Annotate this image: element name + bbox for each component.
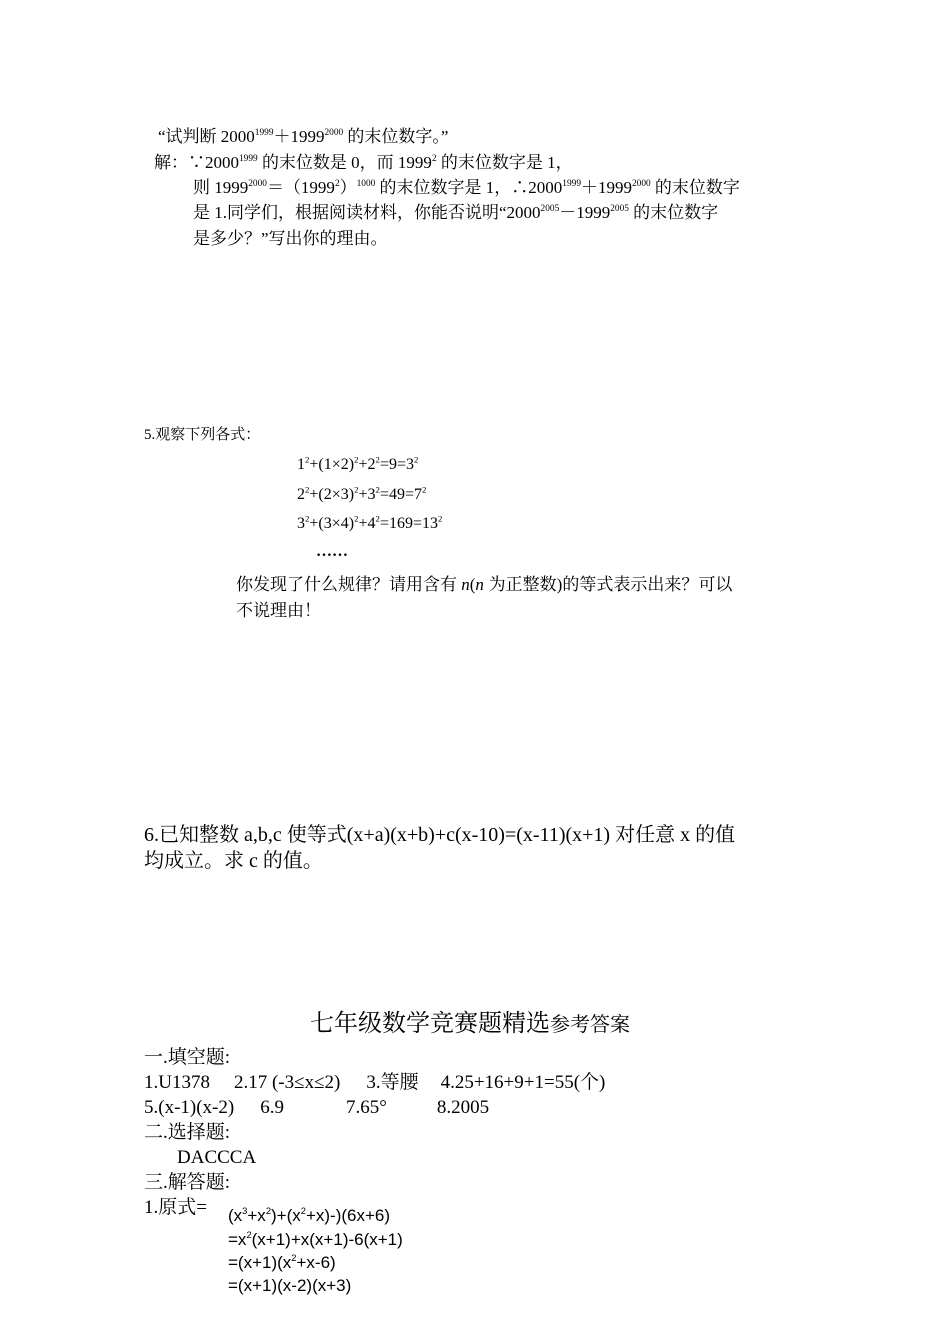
solution-step-4: =(x+1)(x-2)(x+3) <box>228 1276 352 1295</box>
q5-equation-3: $3^2+(3\times 4)^2+4^2=169=13^2$ <box>297 513 443 532</box>
q4-line-4: 是 1.同学们，根据阅读材料，你能否说明“$2000^{2005}-1999^{2005}$ 的末位数字 <box>193 203 719 222</box>
choice-heading: 二.选择题: <box>144 1122 231 1143</box>
q4-line-5: 是多少？”写出你的理由。 <box>193 229 388 248</box>
solution-step-2: $=x^2(x+1)+x(x+1)-6(x+1)$ <box>228 1230 403 1249</box>
answers-title: 七年级数学竞赛题精选参考答案 <box>310 1011 630 1037</box>
fill-blank-answers-1: 1.U1378 2.17 (-3≤x≤2) 3.等腰 4.25+16+9+1=55(个) <box>144 1072 606 1093</box>
q6-line-2: 均成立。求 c 的值。 <box>144 850 323 872</box>
q4-line-3: 则 $1999^{2000}=(1999^2)^{1000}$ 的末位数字是 1，$\therefore 2000^{1999}+1999^{2000}$ 的末位数字 <box>193 178 740 197</box>
solution-step-1: $(x^3+x^2)+(x^2+x)-)(6x+6)$ <box>228 1206 391 1225</box>
q4-line-1: “试判断 $2000^{1999}+1999^{2000}$ 的末位数字。” <box>158 127 449 146</box>
solve-heading: 三.解答题: <box>144 1172 231 1193</box>
q5-ellipsis: …… <box>316 543 348 560</box>
q5-question-line-2: 不说理由！ <box>236 601 321 620</box>
fill-blank-answers-2: 5.(x-1)(x-2) 6.9 7.65° 8.2005 <box>144 1097 490 1118</box>
q5-question-line-1: 你发现了什么规律？请用含有 n(n 为正整数)的等式表示出来？可以 <box>236 575 733 594</box>
q6-line-1: 6.已知整数 a,b,c 使等式(x+a)(x+b)+c(x-10)=(x-11)(x+1) 对任意 x 的值 <box>144 824 736 846</box>
q5-equation-1: $1^2+(1\times 2)^2+2^2=9=3^2$ <box>297 454 419 473</box>
solve-label: 1.原式= <box>144 1197 207 1218</box>
q4-line-2: 解：$\because 2000^{1999}$ 的末位数是 0，而 1999$^2$ 的末位数字是 1， <box>154 153 573 172</box>
solution-step-3: $=(x+1)(x^2+x-6)$ <box>228 1253 336 1272</box>
choice-answers: DACCCA <box>177 1147 257 1168</box>
q5-equation-2: $2^2+(2\times 3)^2+3^2=49=7^2$ <box>297 484 427 503</box>
fill-blank-heading: 一.填空题: <box>144 1047 231 1068</box>
q5-heading: 5.观察下列各式： <box>144 427 261 443</box>
